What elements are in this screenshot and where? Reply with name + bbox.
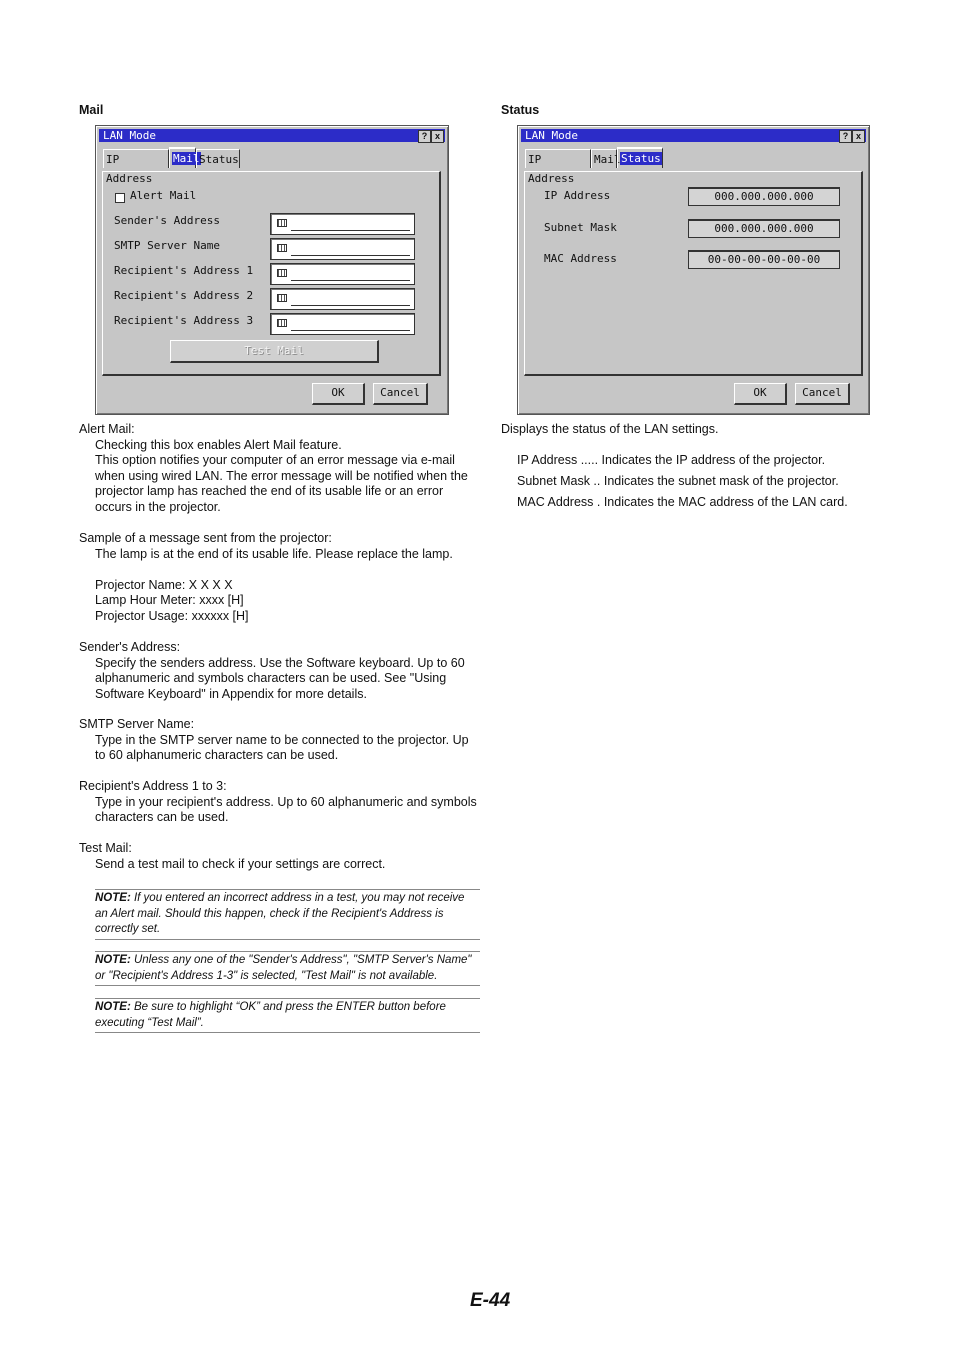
- mail-dialog: [95, 125, 449, 415]
- dialog-title: LAN Mode: [103, 129, 156, 142]
- sender-address-description: Sender's Address: Specify the senders address. Use the Software keyboard. Up to 60 alphanumeric and symbols characters can be used. See "Using Software Keyboard" in Appendix for more details.: [79, 640, 465, 701]
- keyboard-icon: [277, 219, 287, 227]
- ok-button[interactable]: OK: [734, 383, 787, 405]
- recipient-1-input[interactable]: [270, 263, 415, 285]
- tab-ip-address[interactable]: IP Address: [525, 149, 591, 168]
- status-description: Displays the status of the LAN settings.: [501, 422, 719, 436]
- tab-status[interactable]: Status: [196, 149, 240, 168]
- subnet-mask-value: 000.000.000.000: [688, 219, 840, 238]
- note-1: NOTE: If you entered an incorrect address in a test, you may not receive an Alert mail. Should this happen, check if the Recipient's Address is correctly set.: [95, 889, 480, 940]
- alert-mail-label: Alert Mail: [130, 189, 197, 202]
- title-bar: [521, 129, 866, 142]
- sample-message: Sample of a message sent from the projector: The lamp is at the end of its usable life. Please replace the lamp. Projector Name: X X X X Lamp Hour Meter: xxxx [H] Projector Usage: xxxxxx [H]: [79, 531, 453, 623]
- status-panel: [524, 171, 863, 376]
- keyboard-icon: [277, 319, 287, 327]
- recipient-3-input[interactable]: [270, 313, 415, 335]
- alert-mail-checkbox[interactable]: [115, 193, 125, 203]
- alert-mail-description: Alert Mail: Checking this box enables Alert Mail feature. This option notifies your computer of an error message via e-mail when using wired LAN. The error message will be notified when the projector lamp has reached the end of its usable life or an error occurs in the projector.: [79, 422, 468, 514]
- page-number: E-44: [470, 1290, 511, 1311]
- subnet-mask-label: Subnet Mask: [544, 221, 617, 234]
- status-dialog: [517, 125, 870, 415]
- ip-address-value: 000.000.000.000: [688, 187, 840, 206]
- keyboard-icon: [277, 294, 287, 302]
- status-item-list: [517, 453, 907, 511]
- keyboard-icon: [277, 269, 287, 277]
- title-bar: [99, 129, 445, 142]
- test-mail-description: Test Mail: Send a test mail to check if your settings are correct.: [79, 841, 386, 871]
- recipient-address-description: Recipient's Address 1 to 3: Type in your recipient's address. Up to 60 alphanumeric and symbols characters can be used.: [79, 779, 477, 824]
- sender-address-input[interactable]: [270, 213, 415, 235]
- recipient-3-label: Recipient's Address 3: [114, 314, 254, 327]
- status-item: MAC Address . Indicates the MAC address of the LAN card.: [517, 495, 848, 509]
- smtp-server-description: SMTP Server Name: Type in the SMTP server name to be connected to the projector. Up to 60 alphanumeric characters can be used.: [79, 717, 469, 762]
- recipient-2-input[interactable]: [270, 288, 415, 310]
- ok-button[interactable]: OK: [312, 383, 365, 405]
- help-button[interactable]: ?: [839, 130, 852, 143]
- close-button[interactable]: x: [852, 130, 865, 143]
- dialog-title: LAN Mode: [525, 129, 578, 142]
- tab-status[interactable]: Status: [617, 147, 663, 168]
- mac-address-value: 00-00-00-00-00-00: [688, 250, 840, 269]
- ip-address-label: IP Address: [544, 189, 611, 202]
- smtp-server-label: SMTP Server Name: [114, 239, 220, 252]
- mail-panel: [102, 171, 441, 376]
- mac-address-label: MAC Address: [544, 252, 617, 265]
- recipient-1-label: Recipient's Address 1: [114, 264, 254, 277]
- note-3: NOTE: Be sure to highlight “OK” and press the ENTER button before executing “Test Mail”.: [95, 998, 480, 1033]
- cancel-button[interactable]: Cancel: [373, 383, 428, 405]
- tab-ip-address[interactable]: IP Address: [103, 149, 169, 168]
- keyboard-icon: [277, 244, 287, 252]
- close-button[interactable]: x: [431, 130, 444, 143]
- status-heading: Status: [501, 103, 540, 117]
- sender-address-label: Sender's Address: [114, 214, 220, 227]
- status-item: Subnet Mask .. Indicates the subnet mask of the projector.: [517, 474, 839, 488]
- help-button[interactable]: ?: [418, 130, 431, 143]
- note-2: NOTE: Unless any one of the "Sender's Address", "SMTP Server's Name" or "Recipient's Address 1-3" is selected, "Test Mail" is not available.: [95, 951, 480, 986]
- test-mail-button[interactable]: Test Mail: [170, 340, 379, 363]
- status-item: IP Address ..... Indicates the IP address of the projector.: [517, 453, 826, 467]
- tab-mail[interactable]: Mail: [591, 149, 617, 168]
- smtp-server-input[interactable]: [270, 238, 415, 260]
- cancel-button[interactable]: Cancel: [795, 383, 850, 405]
- tab-mail[interactable]: Mail: [169, 147, 196, 168]
- mail-heading: Mail: [79, 103, 104, 117]
- recipient-2-label: Recipient's Address 2: [114, 289, 254, 302]
